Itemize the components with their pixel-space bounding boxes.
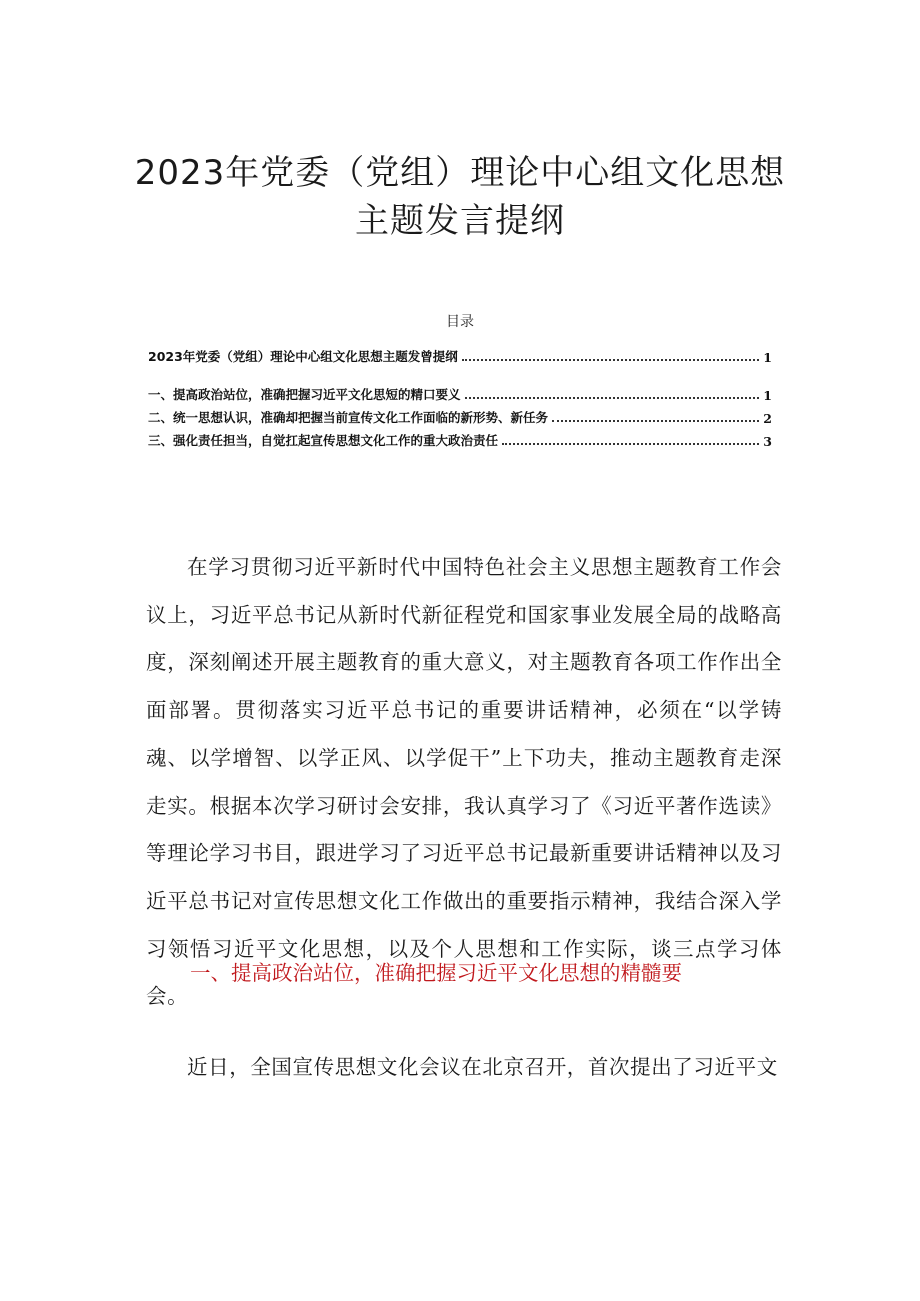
toc-entry-text: 二、统一思想认识，准确却把握当前宣传文化工作面临的新形势、新任务: [148, 410, 549, 425]
toc-entry-2[interactable]: [148, 406, 772, 426]
toc-heading: 目录: [446, 314, 474, 330]
toc-entry-page: 2: [763, 411, 772, 426]
toc-leader-dots: [465, 397, 760, 399]
toc-entry-3[interactable]: [148, 429, 772, 449]
toc-entry-page: 3: [763, 434, 772, 449]
document-title-line2: 主题发言提纲: [355, 201, 565, 241]
intro-paragraph: 在学习贯彻习近平新时代中国特色社会主义思想主题教育工作会议上，习近平总书记从新时代新征程党和国家事业发展全局的战略高度，深刻阐述开展主题教育的重大意义，对主题教育各项工作作出全面部署。贯彻落实习近平总书记的重要讲话精神，必须在“以学铸魂、以学增智、以学正风、以学促干”上下功夫，推动主题教育走深走实。根据本次学习研讨会安排，我认真学习了《习近平著作选读》等理论学习书目，跟进学习了习近平总书记最新重要讲话精神以及习近平总书记对宣传思想文化工作做出的重要指示精神，我结合深入学习领悟习近平文化思想，以及个人思想和工作实际，谈三点学习体会。: [146, 555, 782, 1009]
section-heading-1: 一、提高政治站位，准确把握习近平文化思想的精髓要: [190, 961, 682, 985]
toc-entry-text: 一、提高政治站位，准确把握习近平文化思短的精口要义: [148, 387, 461, 402]
toc-leader-dots: [462, 359, 760, 361]
toc-entry-page: 1: [763, 350, 772, 365]
toc-entry-main[interactable]: [148, 345, 772, 365]
toc-entry-1[interactable]: [148, 383, 772, 403]
section-paragraph: 近日，全国宣传思想文化会议在北京召开，首次提出了习近平文: [187, 1055, 778, 1079]
toc-entry-text: 2023年党委（党组）理论中心组文化思想主题发曾提纲: [148, 349, 458, 364]
document-title-line1: 2023年党委（党组）理论中心组文化思想: [134, 153, 786, 193]
toc-entry-text: 三、强化责任担当，自觉扛起宣传思想文化工作的重大政治责任: [148, 433, 499, 448]
toc-leader-dots: [502, 443, 759, 445]
toc-entry-page: 1: [763, 388, 772, 403]
toc-leader-dots: [552, 420, 759, 422]
